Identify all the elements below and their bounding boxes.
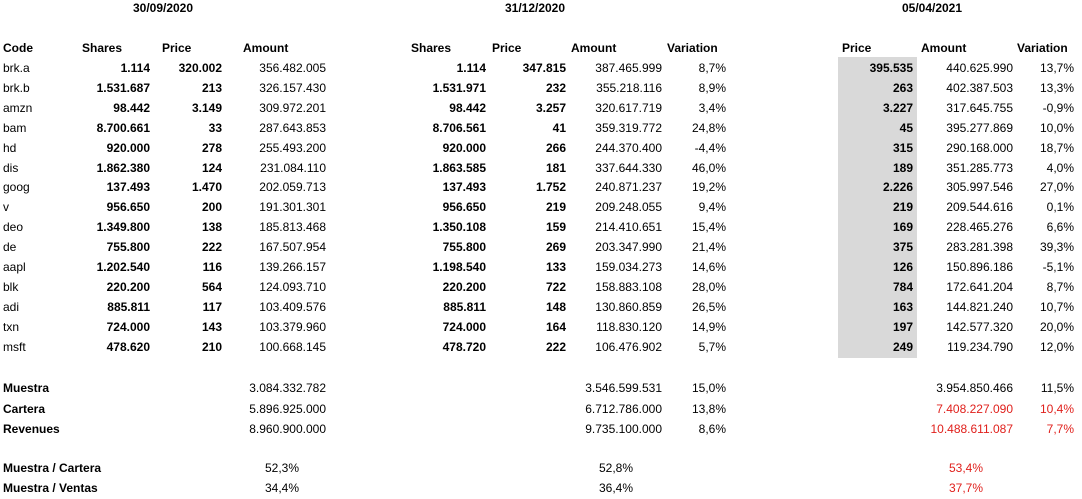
- header-variation-2: Variation: [667, 41, 718, 55]
- cell-code: blk: [3, 279, 19, 294]
- cell-a2: 118.830.120: [596, 319, 662, 334]
- total-amount-1: 8.960.900.000: [249, 422, 326, 436]
- ratio-label: Muestra / Cartera: [3, 461, 102, 475]
- cell-p3: 189: [892, 160, 913, 175]
- cell-p3: 45: [899, 120, 913, 135]
- header-price-3: Price: [842, 41, 872, 55]
- date-header-2: 31/12/2020: [504, 1, 566, 15]
- cell-s2: 755.800: [442, 240, 486, 255]
- header-shares-1: Shares: [82, 41, 123, 55]
- cell-p3: 784: [892, 279, 913, 294]
- header-amount-3: Amount: [921, 41, 967, 55]
- cell-code: aapl: [3, 260, 26, 274]
- cell-s1: 885.811: [107, 299, 150, 314]
- cell-s2: 220.200: [442, 279, 486, 294]
- cell-s2: 1.198.540: [432, 260, 486, 274]
- cell-a2: 158.883.108: [595, 279, 662, 294]
- cell-a2: 159.034.273: [595, 260, 662, 274]
- date-header-1: 30/09/2020: [132, 1, 194, 15]
- cell-p1: 1.470: [191, 180, 222, 195]
- cell-v3: 0,1%: [1046, 200, 1074, 215]
- cell-p2: 133: [545, 260, 566, 274]
- cell-p2: 266: [545, 140, 566, 155]
- cell-code: de: [3, 240, 17, 255]
- cell-v2: 5,7%: [698, 339, 726, 354]
- cell-p3: 263: [892, 80, 913, 95]
- cell-v3: 10,0%: [1039, 120, 1074, 135]
- cell-code: deo: [3, 220, 24, 235]
- cell-code: amzn: [3, 100, 33, 115]
- cell-s1: 724.000: [106, 319, 150, 334]
- cell-p3: 2.226: [882, 180, 913, 195]
- cell-s2: 8.706.561: [432, 120, 486, 135]
- cell-v3: 13,7%: [1039, 61, 1074, 75]
- cell-p2: 1.752: [535, 180, 566, 195]
- cell-a3: 317.645.755: [946, 100, 1013, 115]
- cell-s1: 1.349.800: [96, 220, 150, 235]
- cell-s2: 98.442: [449, 100, 486, 115]
- cell-a3: 290.168.000: [946, 140, 1013, 155]
- cell-v3: 18,7%: [1039, 140, 1074, 155]
- cell-code: brk.b: [3, 80, 30, 95]
- cell-v3: 6,6%: [1046, 220, 1074, 235]
- cell-v3: 20,0%: [1039, 319, 1074, 334]
- cell-a1: 167.507.954: [259, 240, 326, 255]
- cell-p1: 117: [202, 299, 222, 314]
- cell-a3: 395.277.869: [946, 120, 1013, 135]
- cell-s1: 956.650: [106, 200, 150, 215]
- cell-a1: 103.409.576: [259, 299, 326, 314]
- cell-v2: 14,6%: [691, 260, 726, 274]
- total-amount-1: 3.084.332.782: [249, 381, 326, 395]
- ratio-3: 37,7%: [948, 481, 984, 495]
- cell-v2: 28,0%: [691, 279, 726, 294]
- cell-p2: 219: [545, 200, 566, 215]
- cell-a1: 103.379.960: [259, 319, 326, 334]
- cell-v2: 8,9%: [698, 80, 726, 95]
- total-amount-2: 6.712.786.000: [585, 401, 662, 416]
- cell-a2: 240.871.237: [595, 180, 662, 195]
- total-variation-2: 15,0%: [691, 381, 726, 395]
- cell-s2: 1.863.585: [432, 160, 486, 175]
- cell-v3: -0,9%: [1042, 100, 1074, 115]
- cell-a3: 209.544.616: [946, 200, 1013, 215]
- cell-a3: 172.641.204: [946, 279, 1013, 294]
- cell-a1: 185.813.468: [259, 220, 326, 235]
- cell-a2: 209.248.055: [595, 200, 662, 215]
- cell-v2: 3,4%: [698, 100, 726, 115]
- cell-p3: 3.227: [882, 100, 913, 115]
- cell-v2: 15,4%: [691, 220, 726, 235]
- total-variation-3: 10,4%: [1039, 401, 1074, 416]
- cell-p1: 116: [202, 260, 222, 274]
- cell-p3: 249: [892, 339, 913, 354]
- cell-a2: 214.410.651: [595, 220, 662, 235]
- cell-v2: -4,4%: [694, 140, 726, 155]
- cell-a2: 337.644.330: [595, 160, 662, 175]
- cell-s1: 1.531.687: [96, 80, 150, 95]
- ratio-1: 52,3%: [264, 461, 300, 475]
- cell-s1: 755.800: [106, 240, 150, 255]
- total-label: Cartera: [3, 401, 46, 416]
- cell-p2: 232: [545, 80, 566, 95]
- total-amount-2: 9.735.100.000: [585, 422, 662, 436]
- cell-p1: 138: [201, 220, 222, 235]
- cell-p1: 320.002: [178, 61, 222, 75]
- cell-a3: 228.465.276: [946, 220, 1013, 235]
- cell-s2: 137.493: [442, 180, 486, 195]
- cell-a2: 320.617.719: [595, 100, 662, 115]
- cell-a2: 203.347.990: [595, 240, 662, 255]
- total-variation-2: 13,8%: [691, 401, 726, 416]
- cell-a3: 144.821.240: [946, 299, 1013, 314]
- cell-p1: 210: [201, 339, 222, 354]
- cell-a1: 231.084.110: [260, 160, 326, 175]
- ratio-2: 36,4%: [598, 481, 634, 495]
- cell-v2: 21,4%: [691, 240, 726, 255]
- cell-p3: 197: [892, 319, 913, 334]
- cell-a1: 287.643.853: [259, 120, 326, 135]
- cell-v2: 24,8%: [691, 120, 726, 135]
- cell-v2: 46,0%: [691, 160, 726, 175]
- cell-p2: 41: [552, 120, 566, 135]
- total-amount-2: 3.546.599.531: [585, 381, 662, 395]
- cell-s2: 478.720: [442, 339, 486, 354]
- cell-a1: 191.301.301: [259, 200, 326, 215]
- cell-s2: 920.000: [442, 140, 486, 155]
- cell-s1: 220.200: [106, 279, 150, 294]
- cell-p2: 722: [545, 279, 566, 294]
- cell-code: hd: [3, 140, 17, 155]
- cell-a3: 402.387.503: [946, 80, 1013, 95]
- total-amount-1: 5.896.925.000: [249, 401, 326, 416]
- total-variation-3: 7,7%: [1046, 422, 1074, 436]
- cell-code: v: [3, 200, 9, 215]
- cell-p2: 347.815: [522, 61, 566, 75]
- ratio-3: 53,4%: [948, 461, 984, 475]
- header-amount-2: Amount: [571, 41, 617, 55]
- cell-p3: 315: [892, 140, 913, 155]
- cell-a1: 255.493.200: [259, 140, 326, 155]
- cell-s2: 956.650: [442, 200, 486, 215]
- cell-v3: 13,3%: [1039, 80, 1074, 95]
- cell-s1: 1.114: [120, 61, 150, 75]
- cell-code: adi: [3, 299, 20, 314]
- total-variation-2: 8,6%: [698, 422, 726, 436]
- cell-p1: 143: [201, 319, 222, 334]
- cell-v3: 10,7%: [1039, 299, 1074, 314]
- ratio-label: Muestra / Ventas: [3, 481, 98, 495]
- cell-a1: 202.059.713: [259, 180, 326, 195]
- cell-p2: 269: [545, 240, 566, 255]
- cell-a3: 351.285.773: [946, 160, 1013, 175]
- cell-v3: 12,0%: [1039, 339, 1074, 354]
- cell-v2: 8,7%: [698, 61, 726, 75]
- cell-a3: 283.281.398: [946, 240, 1013, 255]
- cell-p3: 126: [892, 260, 913, 274]
- cell-p1: 124: [201, 160, 222, 175]
- cell-v3: 27,0%: [1039, 180, 1074, 195]
- cell-s2: 885.811: [443, 299, 486, 314]
- cell-p2: 164: [545, 319, 566, 334]
- cell-s1: 920.000: [106, 140, 150, 155]
- cell-v3: 39,3%: [1039, 240, 1074, 255]
- cell-a1: 326.157.430: [259, 80, 326, 95]
- total-amount-3: 3.954.850.466: [936, 381, 1013, 395]
- cell-a3: 142.577.320: [946, 319, 1013, 334]
- cell-a1: 100.668.145: [259, 339, 326, 354]
- total-variation-3: 11,5%: [1040, 381, 1074, 395]
- cell-a3: 305.997.546: [946, 180, 1013, 195]
- cell-s1: 137.493: [106, 180, 150, 195]
- total-label: Revenues: [3, 422, 60, 436]
- cell-code: bam: [3, 120, 27, 135]
- cell-code: msft: [3, 339, 26, 354]
- header-code: Code: [3, 41, 33, 55]
- cell-a1: 309.972.201: [259, 100, 326, 115]
- cell-a3: 150.896.186: [946, 260, 1013, 274]
- cell-v2: 26,5%: [691, 299, 726, 314]
- cell-a3: 440.625.990: [946, 61, 1013, 75]
- cell-p1: 278: [201, 140, 222, 155]
- cell-p3: 163: [892, 299, 913, 314]
- cell-a2: 244.370.400: [595, 140, 662, 155]
- cell-v2: 14,9%: [691, 319, 726, 334]
- cell-a1: 356.482.005: [259, 61, 326, 75]
- cell-a2: 359.319.772: [595, 120, 662, 135]
- cell-p2: 148: [545, 299, 566, 314]
- cell-s1: 1.202.540: [96, 260, 150, 274]
- cell-s1: 8.700.661: [96, 120, 150, 135]
- cell-s2: 1.350.108: [432, 220, 486, 235]
- cell-a2: 106.476.902: [595, 339, 662, 354]
- cell-code: goog: [3, 180, 30, 195]
- cell-p2: 222: [545, 339, 566, 354]
- header-price-1: Price: [162, 41, 192, 55]
- cell-code: txn: [3, 319, 20, 334]
- cell-v2: 9,4%: [698, 200, 726, 215]
- cell-p1: 564: [201, 279, 222, 294]
- cell-v2: 19,2%: [691, 180, 726, 195]
- cell-s1: 478.620: [106, 339, 150, 354]
- header-variation-3: Variation: [1017, 41, 1068, 55]
- cell-p1: 213: [201, 80, 222, 95]
- header-price-2: Price: [492, 41, 522, 55]
- date-header-3: 05/04/2021: [901, 1, 963, 15]
- cell-s2: 1.531.971: [432, 80, 486, 95]
- total-label: Muestra: [3, 381, 50, 395]
- cell-p1: 3.149: [191, 100, 222, 115]
- cell-s2: 724.000: [442, 319, 486, 334]
- cell-p2: 159: [545, 220, 566, 235]
- cell-p3: 169: [892, 220, 913, 235]
- cell-a2: 355.218.116: [596, 80, 662, 95]
- cell-a1: 139.266.157: [259, 260, 326, 274]
- ratio-2: 52,8%: [598, 461, 634, 475]
- cell-a2: 130.860.859: [595, 299, 662, 314]
- cell-v3: 8,7%: [1046, 279, 1074, 294]
- cell-p2: 181: [545, 160, 566, 175]
- total-amount-3: 7.408.227.090: [936, 401, 1013, 416]
- cell-a2: 387.465.999: [595, 61, 662, 75]
- cell-s1: 98.442: [113, 100, 150, 115]
- cell-p3: 219: [892, 200, 913, 215]
- cell-s2: 1.114: [456, 61, 486, 75]
- cell-p1: 200: [201, 200, 222, 215]
- cell-code: dis: [3, 160, 19, 175]
- cell-v3: -5,1%: [1042, 260, 1074, 274]
- total-amount-3: 10.488.611.087: [930, 422, 1013, 436]
- ratio-1: 34,4%: [264, 481, 300, 495]
- cell-p1: 222: [201, 240, 222, 255]
- cell-code: brk.a: [3, 61, 30, 75]
- cell-s1: 1.862.380: [96, 160, 150, 175]
- cell-p3: 395.535: [869, 61, 913, 75]
- cell-v3: 4,0%: [1046, 160, 1074, 175]
- header-shares-2: Shares: [411, 41, 452, 55]
- cell-a3: 119.234.790: [947, 339, 1013, 354]
- cell-p2: 3.257: [535, 100, 566, 115]
- cell-a1: 124.093.710: [259, 279, 326, 294]
- header-amount-1: Amount: [243, 41, 289, 55]
- cell-p1: 33: [208, 120, 222, 135]
- cell-p3: 375: [892, 240, 913, 255]
